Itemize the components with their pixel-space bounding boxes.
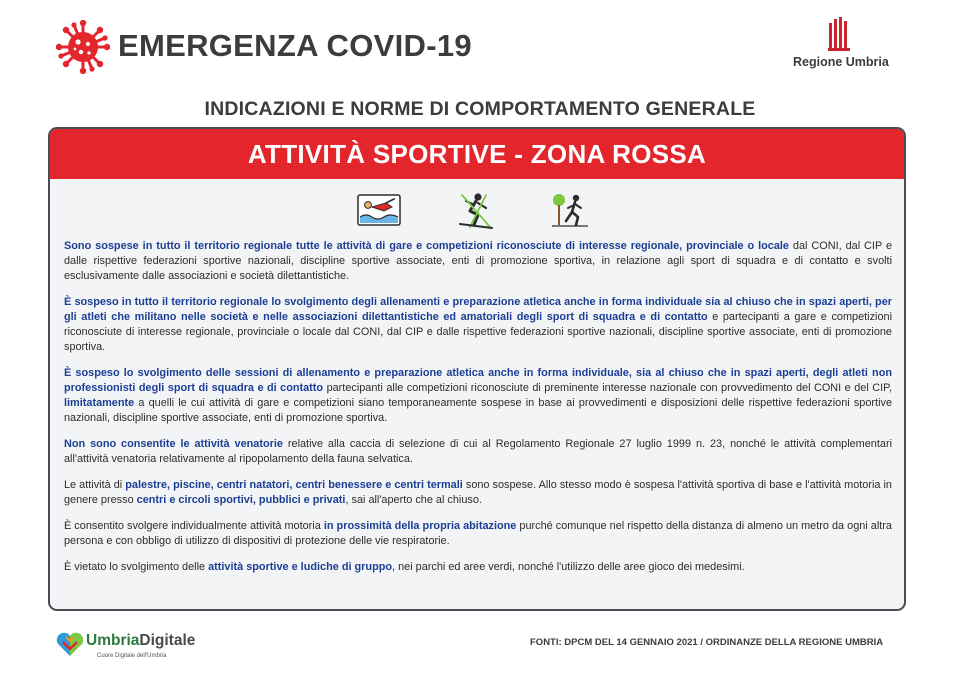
highlight-text: Non sono consentite le attività venatorie (64, 438, 283, 450)
red-zone-banner: ATTIVITÀ SPORTIVE - ZONA ROSSA (50, 129, 904, 179)
body-text: È vietato lo svolgimento delle (64, 561, 209, 573)
header (0, 0, 960, 90)
highlight-text: in prossimità della propria abitazione (323, 520, 517, 532)
body-text: relative alla caccia di selezione di cui al Regolamento Regionale 27 luglio 1999 n. 23, nonché le attività complementari all'attività venatoria relativamente al ripopolamento della fauna selvatica. (64, 438, 892, 465)
highlight-text: centri e circoli sportivi, pubblici e privati (136, 494, 346, 506)
skier-icon (456, 191, 496, 229)
body-text: a quelli le cui attività di gare e competizioni siano temporaneamente sospese in base ai provvedimenti e disposizioni delle rispettive federazioni sportive nazionali, discipline sportive associate, enti di promozione sportiva. (64, 397, 892, 424)
brand-name (86, 632, 195, 650)
paragraph (64, 478, 892, 508)
paragraph (64, 560, 892, 575)
brand-tagline: Cuore Digitale dell'Umbria (97, 653, 167, 659)
highlight-text: limitatamente (64, 397, 135, 409)
paragraph (64, 295, 892, 355)
region-name: Regione Umbria (793, 55, 889, 69)
body-text: sono sospese. Allo stesso modo è sospesa l'attività sportiva di base e l'attività motoria in genere presso (64, 479, 892, 506)
coronavirus-icon (56, 20, 110, 74)
umbria-digitale-logo (55, 628, 225, 664)
body-text: e partecipanti a gare e competizioni riconosciute di interesse regionale, provinciale o locale dal CONI, dal CIP e dalle rispettive federazioni sportive nazionali, discipline sportive associate, enti di promozione sportiva. (64, 311, 892, 353)
body-text: , sai all'aperto che al chiuso. (345, 494, 482, 506)
body-text: partecipanti alle competizioni riconosciute di preminente interesse nazionale con provvedimento del CONI e del CIP, (323, 382, 892, 394)
subtitle: INDICAZIONI E NORME DI COMPORTAMENTO GENERALE (204, 98, 756, 120)
highlight-text: palestre, piscine, centri natatori, centri benessere e centri termali (125, 479, 463, 491)
body-text: dal CONI, dal CIP e dalle rispettive federazioni sportive nazionali, discipline sportive associate, enti di promozione sportiva, in relazione agli sport di squadra e di contatto e svolti esclusivamente dalle associazioni e società dilettantistiche. (64, 240, 893, 282)
brand-digitale: Digitale (139, 632, 196, 649)
highlight-text: È sospeso in tutto il territorio regionale lo svolgimento degli allenamenti e preparazione atletica anche in forma individuale sia al chiuso che in spazi aperti, per gli atleti che militano nelle società e nelle associazioni dilettantistiche ed amatoriali degli sport di squadra e di contatto (64, 296, 892, 323)
rules-text (64, 239, 892, 586)
body-text: , nei parchi ed aree verdi, nonché l'utilizzo delle aree gioco dei medesimi. (392, 561, 745, 573)
heart-logo-icon (55, 630, 85, 658)
body-text: purché comunque nel rispetto della distanza di almeno un metro da ogni altra persona e con obbligo di utilizzo di dispositivi di protezione delle vie respiratorie. (64, 520, 892, 547)
highlight-text: Sono sospese in tutto il territorio regionale tutte le attività di gare e competizioni riconosciute di interesse regionale, provinciale o locale (64, 240, 789, 252)
paragraph (64, 239, 892, 284)
paragraph (64, 437, 892, 467)
body-text: È consentito svolgere individualmente attività motoria (64, 520, 324, 532)
sport-icons (50, 191, 904, 231)
jogger-icon (550, 191, 590, 229)
paragraph (64, 519, 892, 549)
regione-umbria-logo-icon (828, 17, 850, 51)
brand-umbria: Umbria (86, 632, 140, 649)
highlight-text: È sospeso lo svolgimento delle sessioni di allenamento e preparazione atletica anche in forma individuale, sia al chiuso che in spazi aperti, degli atleti non professionisti degli sport di squadra e di contatto (64, 367, 892, 394)
content-panel (48, 127, 906, 611)
swimmer-icon (356, 191, 402, 229)
sources-note: FONTI: DPCM DEL 14 GENNAIO 2021 / ORDINANZE DELLA REGIONE UMBRIA (530, 637, 884, 648)
body-text: Le attività di (64, 479, 126, 491)
paragraph (64, 366, 892, 426)
highlight-text: attività sportive e ludiche di gruppo (208, 561, 393, 573)
main-title: EMERGENZA COVID-19 (118, 28, 472, 63)
